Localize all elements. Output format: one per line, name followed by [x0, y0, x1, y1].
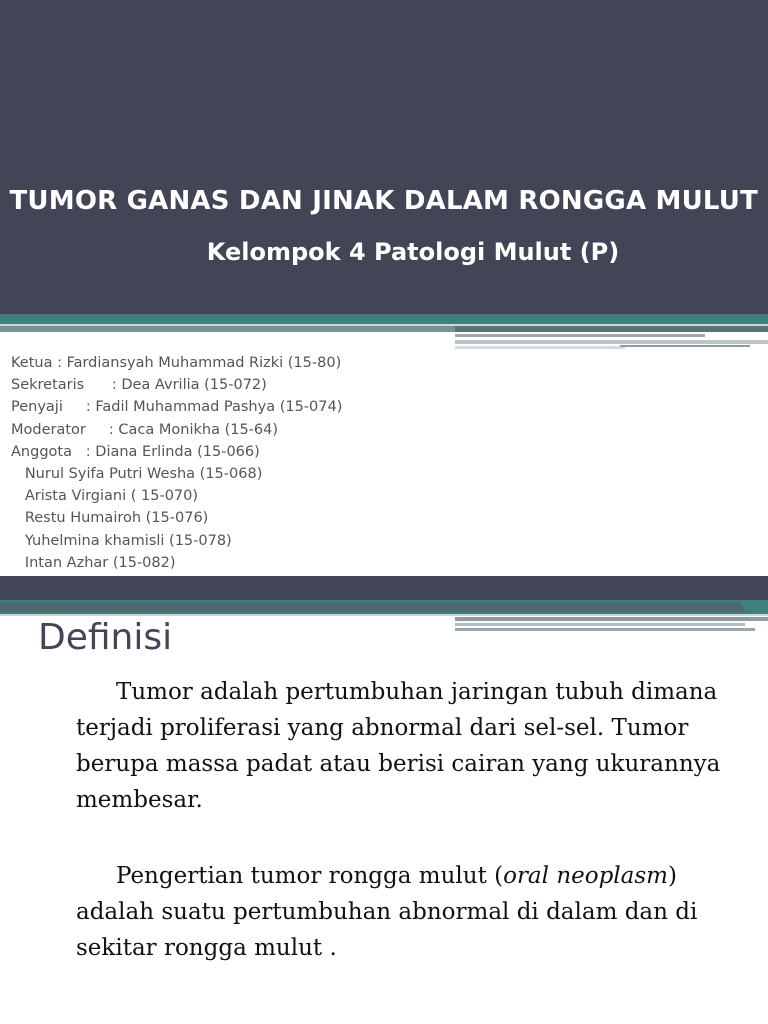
definition-paragraph-1: [76, 674, 736, 818]
paragraph-text: Tumor adalah pertumbuhan jaringan tubuh dimana terjadi proliferasi yang abnormal dari sel-sel. Tumor berupa massa padat atau berisi cairan yang ukurannya membesar.: [76, 679, 721, 813]
member-item: Intan Azhar (15-082): [11, 554, 176, 571]
paragraph-text: Pengertian tumor rongga mulut (: [116, 863, 504, 889]
member-item: Penyaji : Fadil Muhammad Pashya (15-074): [11, 399, 343, 416]
title-slide-header: [0, 0, 768, 314]
slide-subtitle: Kelompok 4 Patologi Mulut (P): [206, 238, 620, 266]
paragraph-text: ) adalah suatu pertumbuhan abnormal di dalam dan di sekitar rongga mulut .: [76, 863, 698, 961]
member-item: Arista Virgiani ( 15-070): [11, 488, 199, 505]
member-item: Sekretaris : Dea Avrilia (15-072): [11, 377, 267, 394]
member-item: Anggota : Diana Erlinda (15-066): [11, 443, 260, 460]
member-item: Nurul Syifa Putri Wesha (15-068): [11, 466, 263, 483]
member-item: Ketua : Fardiansyah Muhammad Rizki (15-80): [11, 355, 342, 371]
member-item: Yuhelmina khamisli (15-078): [11, 532, 232, 549]
member-item: Moderator : Caca Monikha (15-64): [11, 421, 279, 438]
italic-term: oral neoplasm: [503, 863, 668, 889]
member-list: [11, 352, 342, 574]
section-heading: Definisi: [38, 617, 173, 658]
decorative-stripes-top: [0, 314, 768, 356]
slide-title: TUMOR GANAS DAN JINAK DALAM RONGGA MULUT: [9, 186, 758, 216]
member-item: Restu Humairoh (15-076): [11, 510, 209, 527]
content-slide-header: [0, 576, 768, 602]
definition-paragraph-2: [76, 858, 736, 966]
